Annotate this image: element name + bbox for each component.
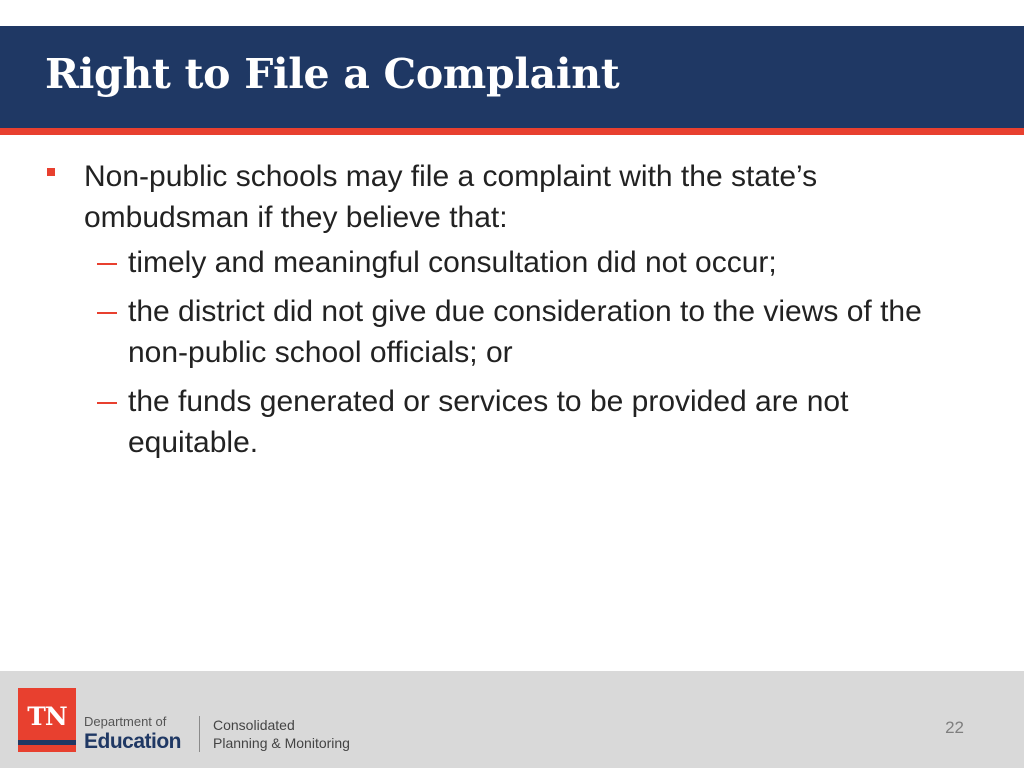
bullet-text: Non-public schools may file a complaint with the state’s ombudsman if they believe that:	[84, 160, 818, 234]
division-label-line2: Planning & Monitoring	[213, 735, 350, 751]
page-number: 22	[945, 718, 964, 737]
sub-bullet-item-1: timely and meaningful consultation did not occur;	[128, 246, 777, 279]
tn-logo	[18, 688, 76, 752]
slide-title: Right to File a Complaint	[45, 50, 620, 98]
division-label-line1: Consolidated	[213, 717, 295, 733]
dash-bullet-icon	[97, 402, 117, 404]
education-label: Education	[84, 730, 182, 753]
dash-bullet-icon	[97, 312, 117, 314]
title-accent-stripe	[0, 128, 1024, 135]
sub-bullet-item-3: the funds generated or services to be provided are not equitable.	[128, 385, 849, 459]
square-bullet-icon	[47, 168, 55, 176]
tn-logo-text: TN	[27, 702, 67, 731]
dash-bullet-icon	[97, 263, 117, 265]
sub-bullet-item-2: the district did not give due consideration to the views of the non-public school officials; or	[128, 295, 922, 369]
tn-logo-bar	[18, 740, 76, 745]
department-label: Department of	[84, 714, 167, 729]
footer-divider	[199, 716, 200, 752]
